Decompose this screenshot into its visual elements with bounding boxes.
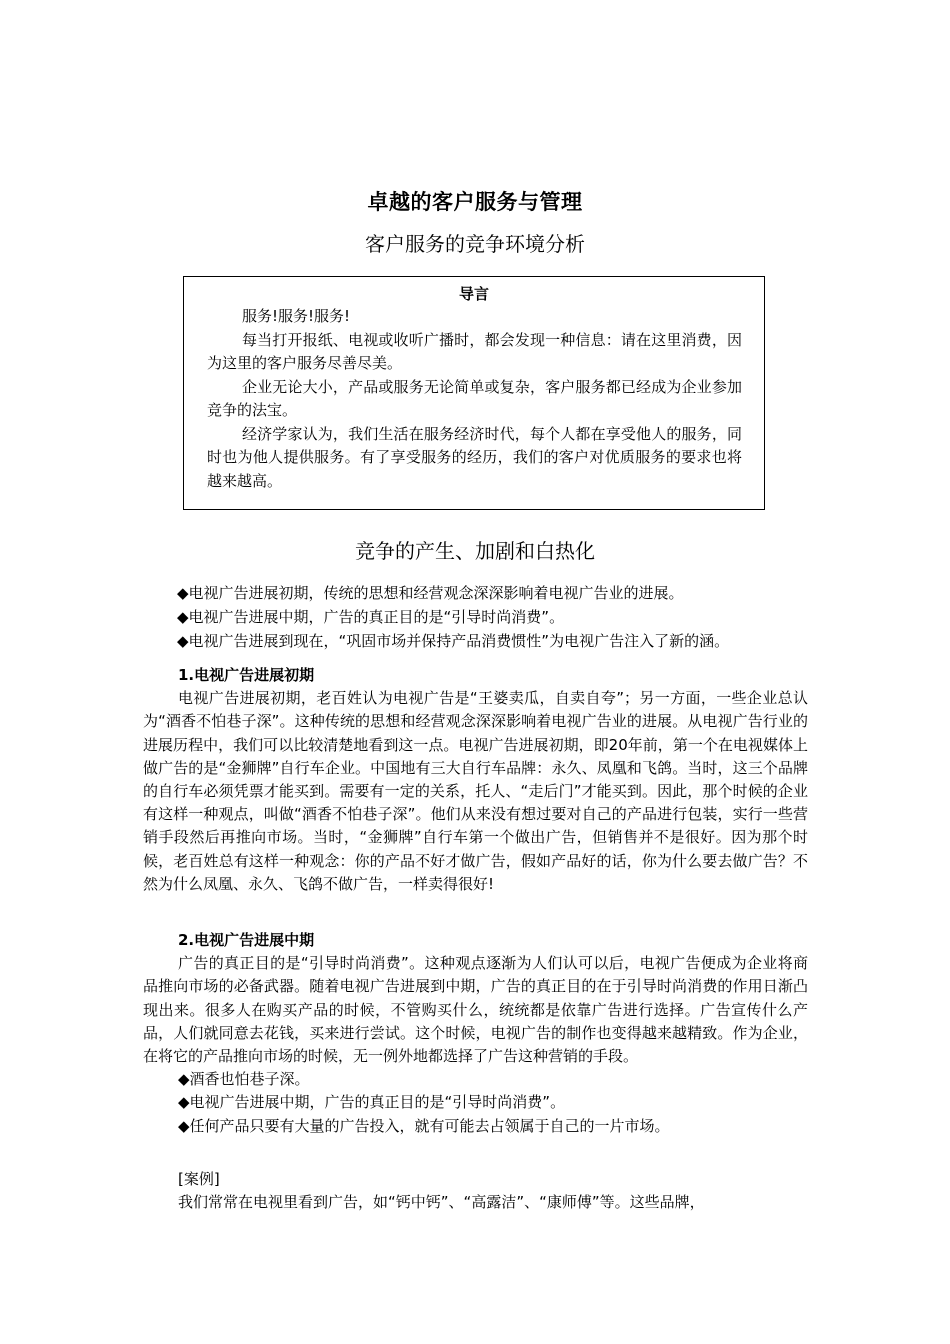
- intro-paragraph: 服务!服务!服务!: [242, 307, 351, 325]
- intro-body: [207, 305, 742, 493]
- section-title: 竞争的产生、加剧和白热化: [355, 539, 595, 563]
- document-title: 卓越的客户服务与管理: [367, 190, 583, 214]
- bullet-item: ◆任何产品只要有大量的广告投入，就有可能去占领属于自己的一片市场。: [178, 1116, 670, 1135]
- section-middle-period: [143, 929, 808, 1138]
- intro-paragraph: 每当打开报纸、电视或收听广播时，都会发现一种信息：请在这里消费，因为这里的客户服务尽善尽美。: [207, 330, 742, 372]
- body-paragraph: 广告的真正目的是“引导时尚消费”。这种观点逐渐为人们认可以后，电视广告便成为企业将商品推向市场的必备武器。随着电视广告进展到中期，广告的真正目的在于引导时尚消费的作用日渐凸现出来。很多人在购买产品的时候，不管购买什么，统统都是依靠广告进行选择。广告宣传什么产品，人们就同意去花钱，买来进行尝试。这个时候，电视广告的制作也变得越来越精致。作为企业，在将它的产品推向市场的时候，无一例外地都选择了广告这种营销的手段。: [143, 954, 808, 1066]
- subsection-heading: 1.电视广告进展初期: [178, 666, 315, 684]
- case-body: 我们常常在电视里看到广告，如“钙中钙”、“高露洁”、“康师傅”等。这些品牌，: [178, 1193, 705, 1212]
- body-paragraph: 电视广告进展初期，老百姓认为电视广告是“王婆卖瓜，自卖自夸”；另一方面，一些企业总认为“酒香不怕巷子深”。这种传统的思想和经营观念深深影响着电视广告业的进展。从电视广告行业的进展历程中，我们可以比较清楚地看到这一点。电视广告进展初期，即20年前，第一个在电视媒体上做广告的是“金狮牌”自行车企业。中国地有三大自行车品牌：永久、凤凰和飞鸽。当时，这三个品牌的自行车必须凭票才能买到。需要有一定的关系，托人、“走后门”才能买到。因此，那个时候的企业有这样一种观点，叫做“酒香不怕巷子深”。他们从来没有想过要对自己的产品进行包装，实行一些营销手段然后再推向市场。当时，“金狮牌”自行车第一个做出广告，但销售并不是很好。因为那个时候，老百姓总有这样一种观念：你的产品不好才做广告，假如产品好的话，你为什么要去做广告？不然为什么凤凰、永久、飞鸽不做广告，一样卖得很好!: [143, 689, 808, 893]
- subsection-heading: 2.电视广告进展中期: [178, 931, 315, 949]
- summary-bullet-list: [177, 581, 837, 653]
- bullet-item: ◆电视广告进展初期，传统的思想和经营观念深深影响着电视广告业的进展。: [177, 584, 684, 602]
- intro-box: [183, 276, 765, 510]
- document-subtitle: 客户服务的竞争环境分析: [365, 232, 585, 256]
- case-label: [案例]: [178, 1170, 220, 1188]
- case-section: [143, 1168, 808, 1214]
- intro-paragraph: 企业无论大小，产品或服务无论简单或复杂，客户服务都已经成为企业参加竞争的法宝。: [207, 377, 742, 419]
- intro-heading: 导言: [458, 285, 489, 303]
- bullet-item: ◆电视广告进展到现在，“巩固市场并保持产品消费惯性”为电视广告注入了新的涵。: [177, 632, 730, 650]
- intro-paragraph: 经济学家认为，我们生活在服务经济时代，每个人都在享受他人的服务，同时也为他人提供服务。有了享受服务的经历，我们的客户对优质服务的要求也将越来越高。: [207, 424, 742, 490]
- section-early-period: [143, 664, 808, 896]
- bullet-item: ◆电视广告进展中期，广告的真正目的是“引导时尚消费”。: [177, 608, 565, 626]
- bullet-item: ◆电视广告进展中期，广告的真正目的是“引导时尚消费”。: [178, 1093, 566, 1112]
- bullet-item: ◆酒香也怕巷子深。: [178, 1070, 310, 1089]
